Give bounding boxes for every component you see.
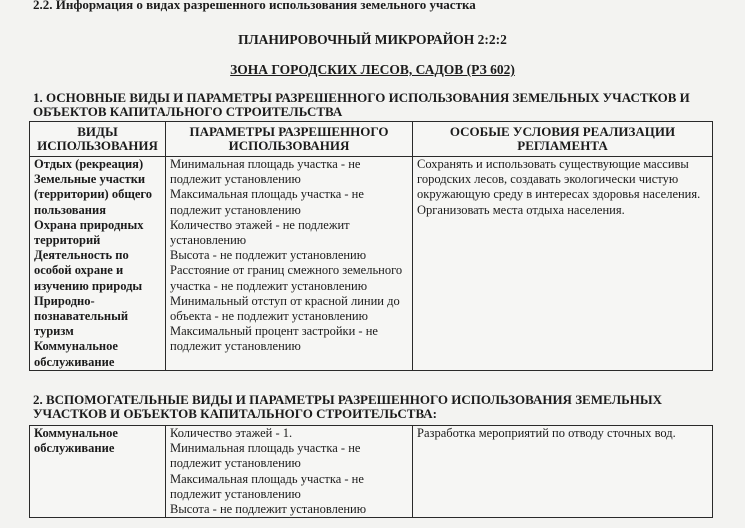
use-item: Земельные участки (территории) общего пользования xyxy=(34,172,153,217)
part1-title: 1. ОСНОВНЫЕ ВИДЫ И ПАРАМЕТРЫ РАЗРЕШЕННОГО ИСПОЛЬЗОВАНИЯ ЗЕМЕЛЬНЫХ УЧАСТКОВ И ОБЪЕКТОВ КАПИТАЛЬНОГО СТРОИТЕЛЬСТВА xyxy=(33,90,690,119)
microdistrict-title: ПЛАНИРОВОЧНЫЙ МИКРОРАЙОН 2:2:2 xyxy=(238,32,507,47)
part2-title: 2. ВСПОМОГАТЕЛЬНЫЕ ВИДЫ И ПАРАМЕТРЫ РАЗРЕШЕННОГО ИСПОЛЬЗОВАНИЯ ЗЕМЕЛЬНЫХ УЧАСТКОВ И ОБЪЕКТОВ КАПИТАЛЬНОГО СТРОИТЕЛЬСТВА: xyxy=(33,392,663,421)
use-item: Природно-познавательный туризм xyxy=(34,293,129,339)
params-cell xyxy=(166,157,413,371)
condition-item: Разработка мероприятий по отводу сточных вод. xyxy=(417,426,676,440)
use-item: Охрана природных территорий xyxy=(34,217,144,248)
use-item: Коммунальное обслуживание xyxy=(34,426,118,456)
main-uses-table xyxy=(29,121,713,371)
table-row xyxy=(30,426,713,518)
header-uses: ВИДЫ ИСПОЛЬЗОВАНИЯ xyxy=(30,122,166,157)
auxiliary-uses-table xyxy=(29,425,713,518)
param-item: Количество этажей - не подлежит установлению xyxy=(170,217,350,248)
param-item: Минимальная площадь участка - не подлежит установлению xyxy=(170,157,361,187)
header-params: ПАРАМЕТРЫ РАЗРЕШЕННОГО ИСПОЛЬЗОВАНИЯ xyxy=(166,122,413,157)
condition-item: Сохранять и использовать существующие массивы городских лесов, создавать экологически чистую окружающую среду в интересах здоровья населения. xyxy=(417,157,701,202)
conditions-cell xyxy=(413,157,713,371)
use-item: Деятельность по особой охране и изучению природы xyxy=(34,248,143,293)
param-item: Максимальный процент застройки - не подлежит установлению xyxy=(170,324,378,354)
param-item: Минимальная площадь участка - не подлежит установлению xyxy=(170,441,361,471)
section-heading: 2.2. Информация о видах разрешенного использования земельного участка xyxy=(33,0,476,12)
table-row xyxy=(30,157,713,371)
param-item: Минимальный отступ от красной линии до объекта - не подлежит установлению xyxy=(170,293,400,324)
header-conditions: ОСОБЫЕ УСЛОВИЯ РЕАЛИЗАЦИИ РЕГЛАМЕНТА xyxy=(413,122,713,157)
param-item: Максимальная площадь участка - не подлежит установлению xyxy=(170,187,364,217)
zone-title: ЗОНА ГОРОДСКИХ ЛЕСОВ, САДОВ (РЗ 602) xyxy=(230,62,515,77)
table-header-row xyxy=(30,122,713,157)
uses-cell xyxy=(30,157,166,371)
param-item: Высота - не подлежит установлению xyxy=(170,502,367,517)
param-item: Количество этажей - 1. xyxy=(170,426,293,440)
conditions-cell xyxy=(413,426,713,518)
condition-item: Организовать места отдыха населения. xyxy=(417,202,625,217)
params-cell xyxy=(166,426,413,518)
param-item: Расстояние от границ смежного земельного участка - не подлежит установлению xyxy=(170,263,403,293)
param-item: Максимальная площадь участка - не подлежит установлению xyxy=(170,471,364,501)
use-item: Коммунальное обслуживание xyxy=(34,339,118,369)
param-item: Высота - не подлежит установлению xyxy=(170,248,367,263)
uses-cell xyxy=(30,426,166,518)
use-item: Отдых (рекреация) xyxy=(34,157,144,171)
